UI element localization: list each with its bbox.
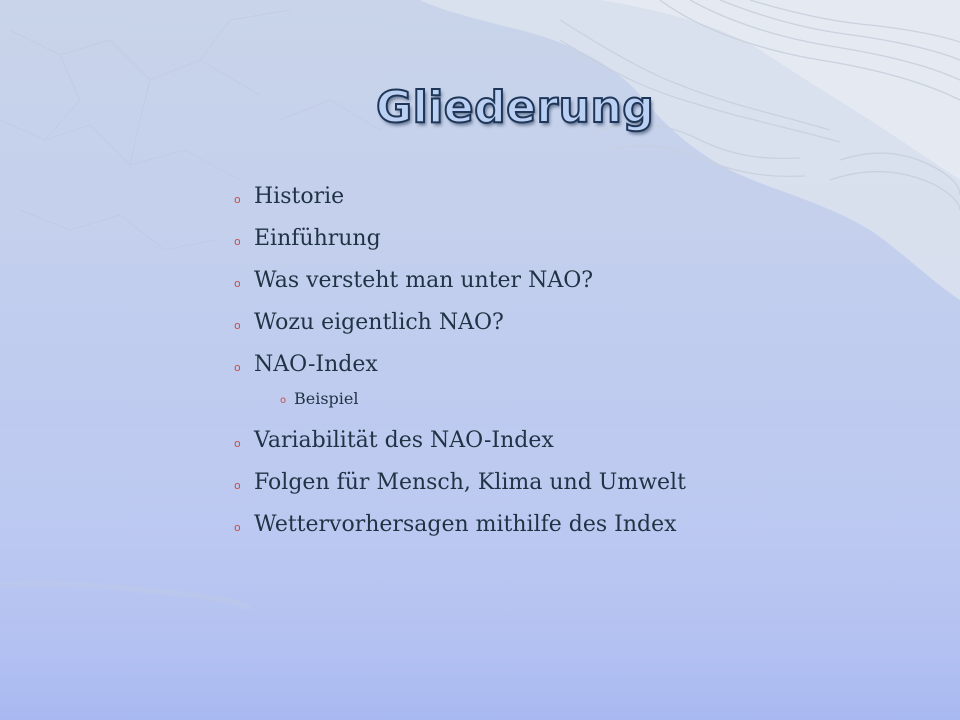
bullet-icon: o xyxy=(280,395,287,406)
outline-item-einfuehrung xyxy=(232,222,832,264)
bullet-icon: o xyxy=(234,193,241,206)
outline-item-text: Beispiel xyxy=(294,389,359,408)
outline-item-wozu-nao xyxy=(232,306,832,348)
bullet-icon: o xyxy=(234,437,241,450)
outline-item-text: Variabilität des NAO-Index xyxy=(254,428,554,453)
outline-item-folgen xyxy=(232,466,832,508)
bullet-icon: o xyxy=(234,361,241,374)
outline-item-text: Einführung xyxy=(254,226,381,251)
outline-item-wettervorhersagen xyxy=(232,508,832,550)
outline-item-text: Wettervorhersagen mithilfe des Index xyxy=(254,512,677,537)
outline-item-variabilitaet xyxy=(232,424,832,466)
outline-item-historie xyxy=(232,180,832,222)
outline-item-text: Wozu eigentlich NAO? xyxy=(254,310,504,335)
outline-list xyxy=(232,180,832,550)
bullet-icon: o xyxy=(234,319,241,332)
outline-item-text: NAO-Index xyxy=(254,352,378,377)
bullet-icon: o xyxy=(234,235,241,248)
bullet-icon: o xyxy=(234,479,241,492)
slide-title: Gliederung xyxy=(376,82,655,133)
outline-item-nao-index xyxy=(232,348,832,390)
outline-subitem-beispiel xyxy=(232,386,832,424)
bullet-icon: o xyxy=(234,277,241,290)
outline-item-text: Historie xyxy=(254,184,345,209)
outline-item-text: Folgen für Mensch, Klima und Umwelt xyxy=(254,470,686,495)
outline-item-was-versteht-man xyxy=(232,264,832,306)
outline-item-text: Was versteht man unter NAO? xyxy=(254,268,594,293)
bullet-icon: o xyxy=(234,521,241,534)
